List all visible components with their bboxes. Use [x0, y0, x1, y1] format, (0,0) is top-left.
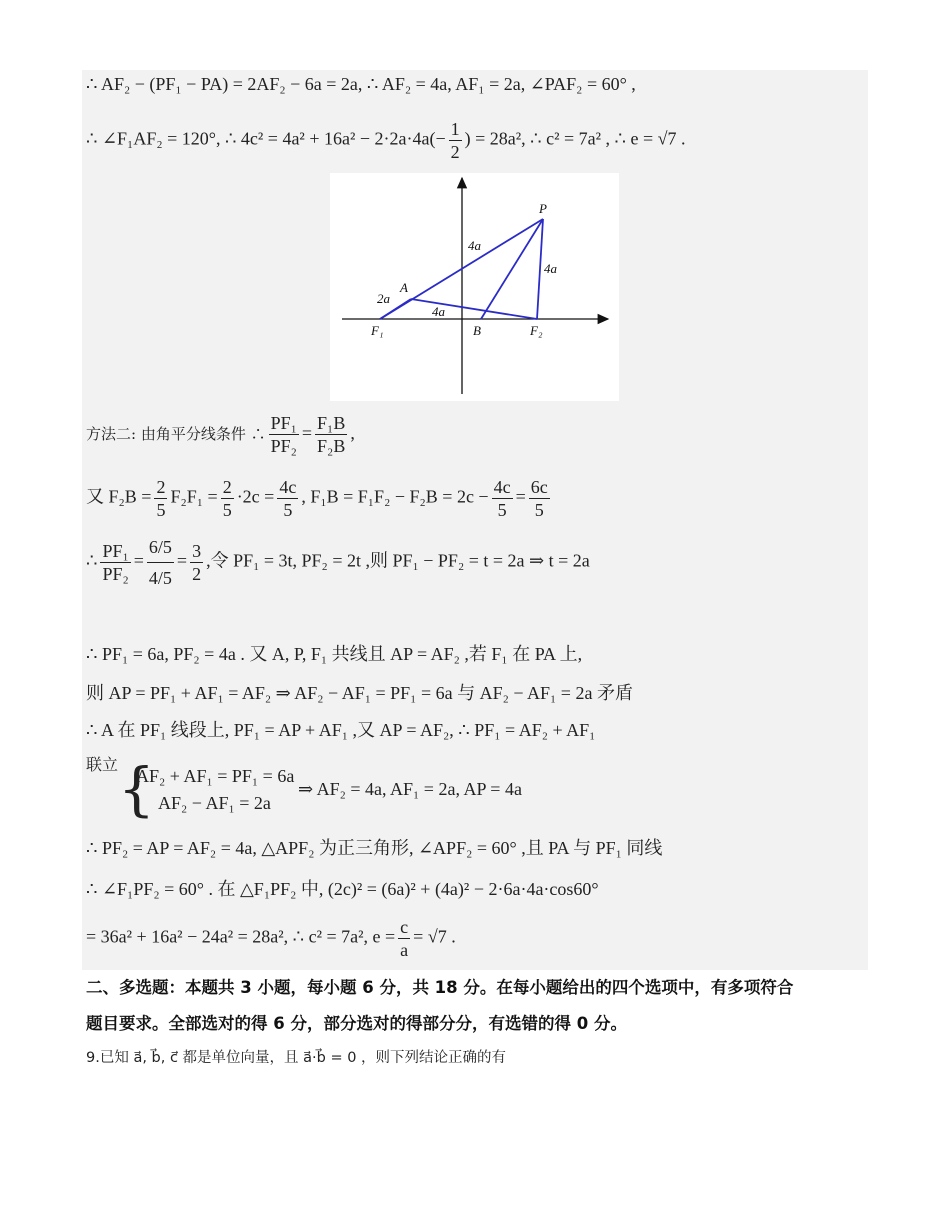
complex-fraction: $\frac{6/5}{4/5}$ [148, 537, 172, 588]
system-eq-2: AF₂ − AF₁ = 2a [158, 793, 271, 813]
label-AF1-length: 2a [377, 291, 390, 306]
section-heading-line-2: 题目要求。全部选对的得 6 分，部分选对的得部分分，有选错的得 0 分。 [86, 1014, 627, 1033]
solution-line-4: 又 F₂B = $\frac{2}{5}$ F₂F₁ = $\frac{2}{5}$ ·2c = $\frac{4c}{5}$ , F₁B = F₁F₂ − F₂B = 2c − $\frac{4c}{5}$ = $\frac{6c}{5}$ [86, 477, 548, 520]
label-A: A [400, 280, 408, 295]
triangle-diagram [330, 173, 619, 401]
question-9: 9.已知 a⃗, b⃗, c⃗ 都是单位向量，且 a⃗·b⃗ = 0 ，则下列结论正确的有 [86, 1050, 507, 1066]
solution-line-7: 则 AP = PF₁ + AF₁ = AF₂ ⇒ AF₂ − AF₁ = PF₁ = 6a 与 AF₂ − AF₁ = 2a 矛盾 [86, 683, 633, 703]
segment-AF2 [411, 299, 537, 319]
solution-line-10: ∴ PF₂ = AP = AF₂ = 4a, △APF₂ 为正三角形, ∠APF₂ = 60° ,且 PA 与 PF₁ 同线 [86, 838, 663, 858]
solution-line-1: ∴ AF₂ − (PF₁ − PA) = 2AF₂ − 6a = 2a, ∴ AF₂ = 4a, AF₁ = 2a, ∠PAF₂ = 60° , [86, 74, 636, 94]
fraction-pf-ratio: $\frac{\text{PF₁}}{\text{PF₂}}$ [270, 413, 297, 456]
segment-PB [481, 219, 543, 319]
geometry-figure [330, 173, 619, 401]
solution-line-5: ∴ $\frac{\text{PF₁}}{\text{PF₂}}$ = $\frac{6/5}{4/5}$ = $\frac{3}{2}$ ,令 PF₁ = 3t, PF₂ = 2t ,则 PF₁ − PF₂ = t = 2a ⇒ t = 2a [86, 537, 590, 588]
solution-line-12: = 36a² + 16a² − 24a² = 28a², ∴ c² = 7a², e = $\frac{c}{a}$ = √7 . [86, 917, 456, 960]
solution-line-11: ∴ ∠F₁PF₂ = 60° . 在 △F₁PF₂ 中, (2c)² = (6a)² + (4a)² − 2·6a·4a·cos60° [86, 879, 599, 899]
label-F2: F₂ [530, 323, 543, 338]
label-PF2-length: 4a [544, 261, 557, 276]
solution-line-6: ∴ PF₁ = 6a, PF₂ = 4a . 又 A, P, F₁ 共线且 AP = AF₂ ,若 F₁ 在 PA 上, [86, 644, 583, 664]
system-label: 联立 [86, 755, 119, 774]
label-F1: F₁ [371, 323, 384, 338]
label-PA-length: 4a [468, 238, 481, 253]
fraction-half: $\frac{1}{2}$ [450, 119, 460, 162]
method-two-line: 方法二: 由角平分线条件 ∴ $\frac{\text{PF₁}}{\text{PF₂}}$ = $\frac{\text{F₁B}}{\text{F₂B}}$ , [86, 413, 355, 456]
segment-PF2 [537, 219, 543, 319]
solution-line-2: ∴ ∠F₁AF₂ = 120°, ∴ 4c² = 4a² + 16a² − 2·2a·4a(− $\frac{1}{2}$ ) = 28a², ∴ c² = 7a² , ∴ e = √7 . [86, 119, 686, 162]
solution-line-8: ∴ A 在 PF₁ 线段上, PF₁ = AP + AF₁ ,又 AP = AF₂, ∴ PF₁ = AF₂ + AF₁ [86, 720, 596, 740]
system-brace: { [118, 755, 155, 823]
section-heading-line-1: 二、多选题：本题共 3 小题，每小题 6 分，共 18 分。在每小题给出的四个选项中，有多项符合 [86, 978, 794, 997]
system-eq-1: AF₂ + AF₁ = PF₁ = 6a [136, 766, 295, 786]
label-P: P [539, 201, 547, 216]
fraction-fb-ratio: $\frac{\text{F₁B}}{\text{F₂B}}$ [317, 413, 346, 456]
system-result: ⇒ AF₂ = 4a, AF₁ = 2a, AP = 4a [298, 779, 522, 799]
label-AB-length: 4a [432, 304, 445, 319]
label-B: B [473, 323, 481, 338]
